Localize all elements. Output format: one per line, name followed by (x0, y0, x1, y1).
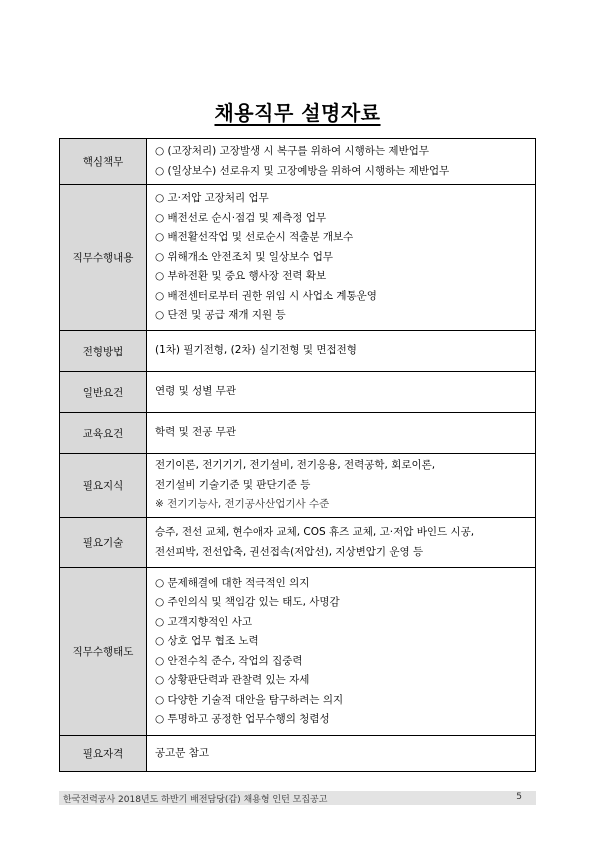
list-item: ○ 다양한 기술적 대안을 탐구하려는 의지 (155, 693, 344, 706)
list-item: ○ 배전활선작업 및 선로순시 적출분 개보수 (155, 231, 354, 244)
row-value (147, 413, 536, 454)
table-row (60, 518, 536, 568)
row-label: 필요기술 (60, 518, 147, 568)
row-label: 필요자격 (60, 736, 147, 772)
row-text: 학력 및 전공 무관 (155, 426, 237, 439)
list-item: ○ (고장처리) 고장발생 시 복구를 위하여 시행하는 제반업무 (155, 145, 430, 157)
list-item: ○ 고객지향적인 사고 (155, 615, 252, 628)
page-footer (59, 791, 536, 805)
list-item: ○ 주인의식 및 책임감 있는 태도, 사명감 (155, 596, 340, 608)
row-label: 전형방법 (60, 331, 147, 372)
row-value (147, 185, 536, 331)
list-item: ○ 위해개소 안전조치 및 일상보수 업무 (155, 250, 333, 263)
row-label: 필요지식 (60, 454, 147, 518)
row-value (147, 139, 536, 185)
table-row (60, 568, 536, 736)
table-row (60, 372, 536, 413)
row-text: 공고문 참고 (155, 746, 210, 759)
list-item: ○ 문제해결에 대한 적극적인 의지 (155, 576, 310, 589)
row-label: 교육요건 (60, 413, 147, 454)
table-row (60, 454, 536, 518)
row-value (147, 331, 536, 372)
table-row (60, 139, 536, 185)
row-text: 전기설비 기술기준 및 판단기준 등 (155, 478, 311, 491)
list-item: ○ 배전선로 순시·점검 및 제측정 업무 (155, 211, 327, 224)
row-text: (1차) 필기전형, (2차) 실기전형 및 면접전형 (155, 344, 357, 357)
row-text: 전기이론, 전기기기, 전기설비, 전기응용, 전력공학, 회로이론, (155, 459, 436, 472)
page-number: 5 (516, 792, 522, 802)
row-value (147, 454, 536, 518)
row-label: 직무수행내용 (60, 185, 147, 331)
row-value (147, 736, 536, 772)
row-label: 일반요건 (60, 372, 147, 413)
footer-text: 한국전력공사 2018년도 하반기 배전담당(갑) 채용형 인턴 모집공고 (63, 795, 328, 805)
list-item: ○ 배전센터로부터 권한 위임 시 사업소 계통운영 (155, 289, 377, 302)
table-row (60, 413, 536, 454)
row-label: 직무수행태도 (60, 568, 147, 736)
row-label: 핵심책무 (60, 139, 147, 185)
list-item: ○ 상황판단력과 관찰력 있는 자세 (155, 674, 310, 686)
list-item: ○ 고·저압 고장처리 업무 (155, 192, 269, 205)
row-text: 전선피박, 전선압축, 권선접속(저압선), 지상변압기 운영 등 (155, 545, 424, 558)
table-row (60, 331, 536, 372)
list-item: ○ 투명하고 공정한 업무수행의 청렴성 (155, 713, 330, 725)
job-description-table (59, 138, 536, 772)
list-item: ○ 부하전환 및 중요 행사장 전력 확보 (155, 270, 327, 283)
table-row (60, 736, 536, 772)
row-value (147, 568, 536, 736)
list-item: ○ 안전수칙 준수, 작업의 집중력 (155, 654, 303, 667)
row-text: 승주, 전선 교체, 현수애자 교체, COS 휴즈 교체, 고·저압 바인드 시공, (155, 526, 475, 538)
page-title: 채용직무 설명자료 (214, 101, 381, 125)
list-item: ○ 단전 및 공급 재개 지원 등 (155, 309, 286, 322)
list-item: ○ (일상보수) 선로유지 및 고장예방을 위하여 시행하는 제반업무 (155, 164, 450, 177)
row-value (147, 518, 536, 568)
table-row (60, 185, 536, 331)
list-item: ○ 상호 업무 협조 노력 (155, 635, 259, 647)
note-text: ※ 전기기능사, 전기공사산업기사 수준 (155, 498, 330, 511)
row-text: 연령 및 성별 무관 (155, 385, 237, 398)
row-value (147, 372, 536, 413)
